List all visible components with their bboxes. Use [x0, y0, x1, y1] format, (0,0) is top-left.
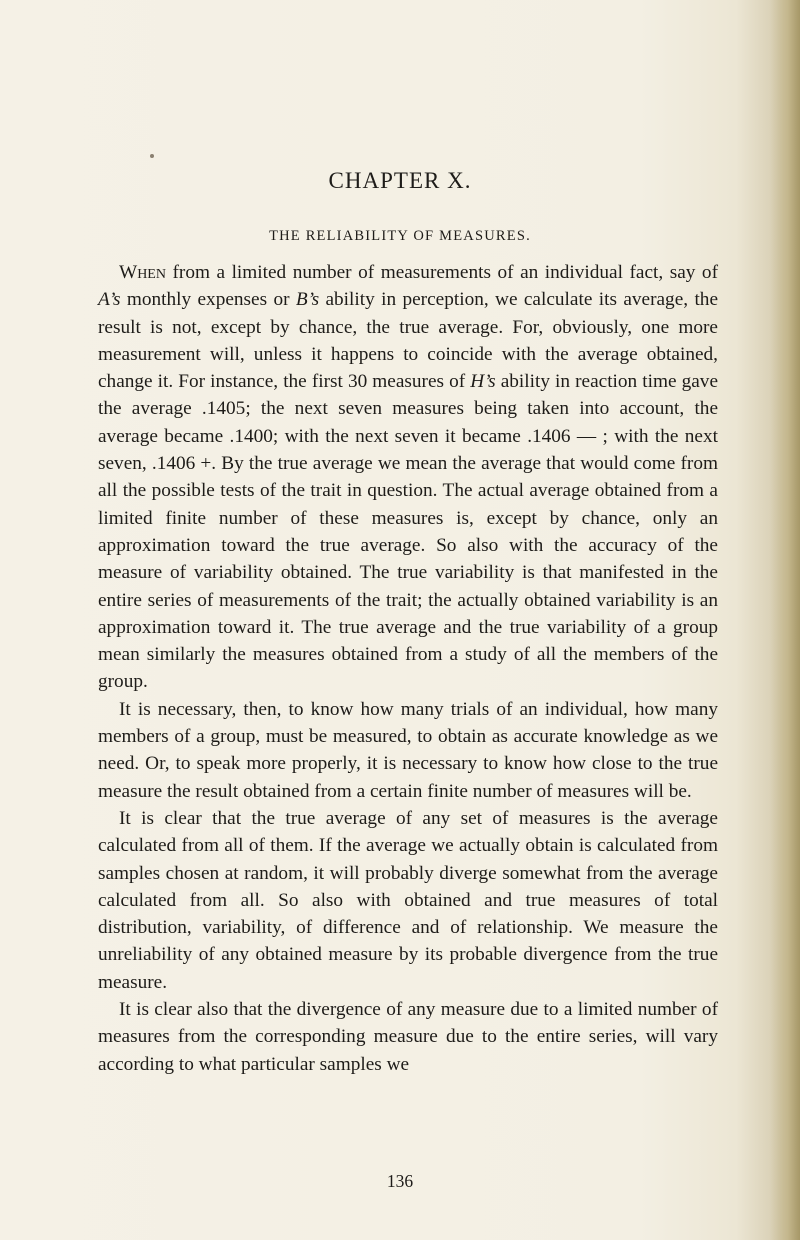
chapter-title: CHAPTER X.	[328, 168, 472, 193]
italic-a: A’s	[98, 289, 121, 311]
lead-word: When	[119, 262, 166, 283]
italic-h: H’s	[470, 371, 496, 393]
paragraph-3: It is clear that the true average of any set of measures is the average calculated from all of them. If the average we actually obtain is calculated from samples chosen at random, it will probably diverge somewhat from the average calculated from all. So also with obtained and true measures of total distribution, variability, of difference and of relationship. We measure the unreliability of any obtained measure by its probable divergence from the true measure.	[98, 807, 718, 993]
paragraph-2: It is necessary, then, to know how many trials of an individual, how many members of a group, must be measured, to obtain as accurate knowledge as we need. Or, to speak more properly, it is necessary to know how close to the true measure the result obtained from a certain finite number of measures will be.	[98, 698, 718, 802]
paragraph-1-text-b: monthly expenses or	[120, 289, 296, 311]
section-title: THE RELIABILITY OF MEASURES.	[269, 228, 531, 244]
body-text	[98, 259, 718, 1078]
paragraph-1	[98, 259, 718, 696]
paragraph-1-text-c: ability in perception, we calculate its average, the result is not, except by chance, the true average. For, obviously, one more measurement will, unless it happens to coincide with the average obtained, change it. For instance, the first 30 measures of	[98, 289, 718, 393]
page-number: 136	[386, 1171, 414, 1191]
italic-b: B’s	[295, 289, 320, 311]
paragraph-4: It is clear also that the divergence of any measure due to a limited number of measures from the corresponding measure due to the entire series, will vary according to what particular samples we	[98, 999, 718, 1075]
paragraph-1-text-d: ability in reaction time gave the average .1405; the next seven measures being taken into account, the average became .1400; with the next seven it became .1406 — ; with the next seven, .1406 +. By the true average we mean the average that would come from all the possible tests of the trait in question. The actual average obtained from a limited finite number of these measures is, except by chance, only an approximation toward the true average. So also with the accuracy of the measure of variability obtained. The true variability is that manifested in the entire series of measurements of the trait; the actually obtained variability is an approximation toward it. The true average and the true variability of a group mean similarly the measures obtained from a study of all the members of the group.	[98, 371, 718, 693]
paragraph-1-text-a: from a limited number of measurements of an individual fact, say of	[165, 262, 718, 283]
page-speck	[150, 154, 154, 158]
